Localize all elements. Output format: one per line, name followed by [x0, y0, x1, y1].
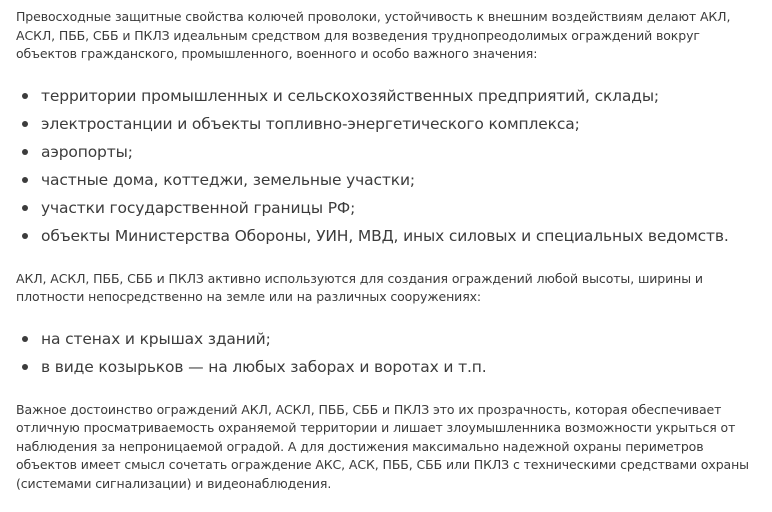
advantage-paragraph: Важное достоинство ограждений АКЛ, АСКЛ, ПББ, СББ и ПКЛЗ это их прозрачность, которая обеспечивает отличную просматриваемость охраняемой территории и лишает злоумышленника возможности укрыться от наблюдения за непроницаемой оградой. А для достижения максимально надежной охраны периметров объектов имеет смысл сочетать ограждение АКС, АСК, ПББ, СББ или ПКЛЗ с техническими средствами охраны (системами сигнализации) и видеонаблюдения.: [16, 401, 749, 491]
list-item-text: частные дома, коттеджи, земельные участки;: [41, 170, 415, 189]
list-item: [16, 353, 756, 381]
list-item-text: участки государственной границы РФ;: [41, 198, 356, 217]
bullet-icon: [22, 233, 28, 239]
bullet-icon: [22, 205, 28, 211]
list-item: [16, 222, 756, 250]
bullet-icon: [22, 93, 28, 99]
bullet-icon: [22, 121, 28, 127]
list-item: [16, 325, 756, 353]
bullet-icon: [22, 336, 28, 342]
list-item-text: в виде козырьков — на любых заборах и воротах и т.п.: [41, 357, 487, 376]
list-item-text: территории промышленных и сельскохозяйственных предприятий, склады;: [41, 86, 659, 105]
list-item-text: объекты Министерства Обороны, УИН, МВД, иных силовых и специальных ведомств.: [41, 226, 729, 245]
list-item-text: аэропорты;: [41, 142, 133, 161]
placement-list: [16, 325, 756, 381]
usage-paragraph: АКЛ, АСКЛ, ПББ, СББ и ПКЛЗ активно используются для создания ограждений любой высоты, ширины и плотности непосредственно на земле или на различных сооружениях:: [16, 270, 703, 304]
list-item-text: на стенах и крышах зданий;: [41, 329, 271, 348]
objects-list: [16, 82, 756, 250]
list-item: [16, 138, 756, 166]
list-item: [16, 110, 756, 138]
bullet-icon: [22, 177, 28, 183]
list-item: [16, 194, 756, 222]
bullet-icon: [22, 364, 28, 370]
bullet-icon: [22, 149, 28, 155]
intro-paragraph: Превосходные защитные свойства колючей проволоки, устойчивость к внешним воздействиям делают АКЛ, АСКЛ, ПББ, СББ и ПКЛЗ идеальным средством для возведения труднопреодолимых ограждений вокруг объектов гражданского, промышленного, военного и особо важного значения:: [16, 9, 731, 61]
list-item: [16, 166, 756, 194]
list-item-text: электростанции и объекты топливно-энергетического комплекса;: [41, 114, 580, 133]
article-content: [16, 8, 756, 493]
list-item: [16, 82, 756, 110]
